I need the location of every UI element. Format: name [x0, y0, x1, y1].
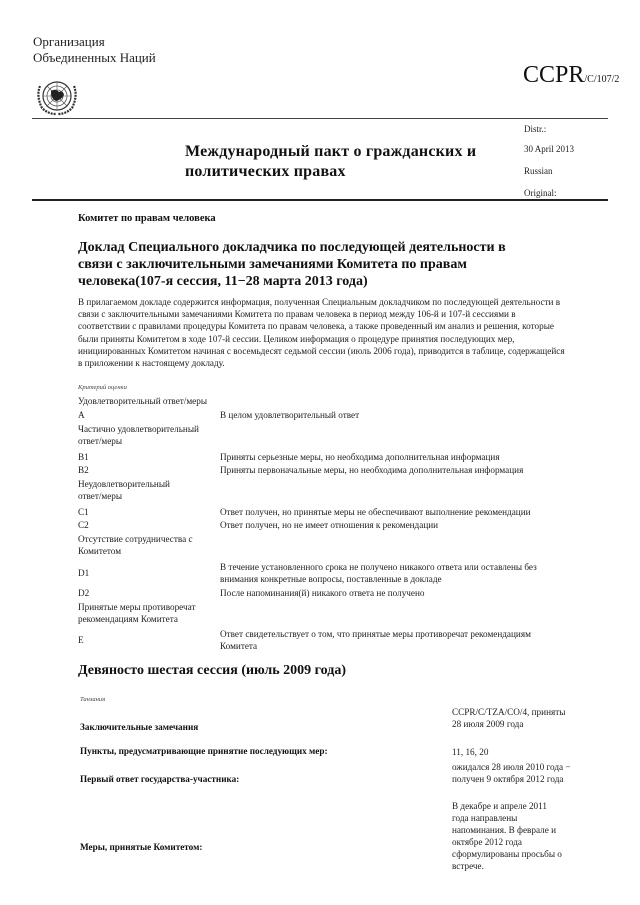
criteria-group-satisfactory: Удовлетворительный ответ/меры: [78, 396, 208, 406]
criteria-group-contrary: Принятые меры противоречат рекомендациям Комитета: [78, 602, 196, 624]
criteria-code-b1: B1: [78, 452, 89, 462]
criteria-code-d2: D2: [78, 588, 90, 598]
criteria-desc-c1: Ответ получен, но принятые меры не обеспечивают выполнение рекомендации: [220, 507, 531, 517]
criteria-group-unsatisfactory: Неудовлетворительный ответ/меры: [78, 479, 170, 501]
un-emblem-icon: [32, 76, 82, 118]
document-language: Russian: [524, 166, 553, 176]
field-label-first-reply: Первый ответ государства-участника:: [80, 774, 240, 784]
criteria-desc-d2: После напоминания(й) никакого ответа не получено: [220, 588, 425, 598]
criteria-desc-d1: В течение установленного срока не получено никакого ответа или оставлены без внимания конкретные вопросы, поставленные в докладе: [220, 562, 537, 584]
header-divider-top: [32, 118, 608, 119]
criteria-code-b2: B2: [78, 465, 89, 475]
field-value-concluding-observations: CCPR/C/TZA/CO/4, приняты 28 июля 2009 года: [452, 707, 566, 729]
original-language-label: Original:: [524, 188, 557, 198]
field-value-follow-up-paragraphs: 11, 16, 20: [452, 747, 489, 757]
criteria-code-c2: C2: [78, 520, 89, 530]
session-title: Девяносто шестая сессия (июль 2009 года): [78, 663, 347, 678]
intro-paragraph: В прилагаемом докладе содержится информация, полученная Специальным докладчиком по последующей деятельности в связи с заключительными замечаниями Комитета по правам человека в период между 106-й и 107-й сессиями в соответствии с правилами процедуры Комитета по правам человека, а также проведенный им анализ и решения, которые были приняты Комитетом в ходе 107-й сессии. Целиком информация о процедуре принятия последующих мер, инициированных Комитетом начиная с восемьдесят седьмой сессии (июль 2006 года), приводится в таблице, содержащейся в приложении к настоящему докладу.: [78, 297, 565, 369]
criteria-label: Критерий оценки: [78, 384, 127, 391]
organization-line-1: Организация: [33, 34, 105, 49]
field-label-committee-action: Меры, принятые Комитетом:: [80, 842, 203, 852]
criteria-desc-a: В целом удовлетворительный ответ: [220, 410, 360, 420]
criteria-code-c1: C1: [78, 507, 89, 517]
field-label-follow-up-paragraphs: Пункты, предусматривающие принятие последующих мер:: [80, 746, 328, 756]
document-date: 30 April 2013: [524, 144, 575, 154]
treaty-title-line-2: политических правах: [185, 163, 346, 180]
document-symbol: [523, 62, 619, 89]
document-symbol-main: CCPR: [523, 62, 585, 88]
field-value-committee-action: В декабре и апреле 2011 года направлены напоминания. В феврале и октябре 2012 года сформулированы просьбы о встрече.: [452, 801, 562, 871]
organization-name: [33, 34, 156, 66]
document-symbol-sub: /C/107/2: [584, 74, 620, 85]
criteria-group-partial: Частично удовлетворительный ответ/меры: [78, 424, 199, 446]
criteria-code-e: E: [78, 635, 84, 645]
distribution-label: Distr.:: [524, 124, 547, 134]
header-divider-bottom: [32, 199, 608, 201]
field-label-concluding-observations: Заключительные замечания: [80, 722, 199, 732]
organization-line-2: Объединенных Наций: [33, 50, 156, 65]
criteria-desc-e: Ответ свидетельствует о том, что принятые меры противоречат рекомендациям Комитета: [220, 629, 531, 651]
country-name: Танзания: [80, 696, 106, 703]
field-value-first-reply: ожидался 28 июля 2010 года − получен 9 октября 2012 года: [452, 762, 571, 784]
criteria-group-no-cooperation: Отсутствие сотрудничества с Комитетом: [78, 534, 193, 556]
criteria-code-a: A: [78, 410, 85, 420]
committee-name: Комитет по правам человека: [78, 213, 216, 224]
treaty-title: [185, 142, 476, 182]
criteria-desc-c2: Ответ получен, но не имеет отношения к рекомендации: [220, 520, 439, 530]
criteria-code-d1: D1: [78, 568, 90, 578]
report-title: Доклад Специального докладчика по последующей деятельности в связи с заключительными замечаниями Комитета по правам человека(107-я сессия, 11−28 марта 2013 года): [78, 240, 506, 289]
treaty-title-line-1: Международный пакт о гражданских и: [185, 143, 477, 160]
criteria-desc-b2: Приняты первоначальные меры, но необходима дополнительная информация: [220, 465, 524, 475]
criteria-desc-b1: Приняты серьезные меры, но необходима дополнительная информация: [220, 452, 500, 462]
